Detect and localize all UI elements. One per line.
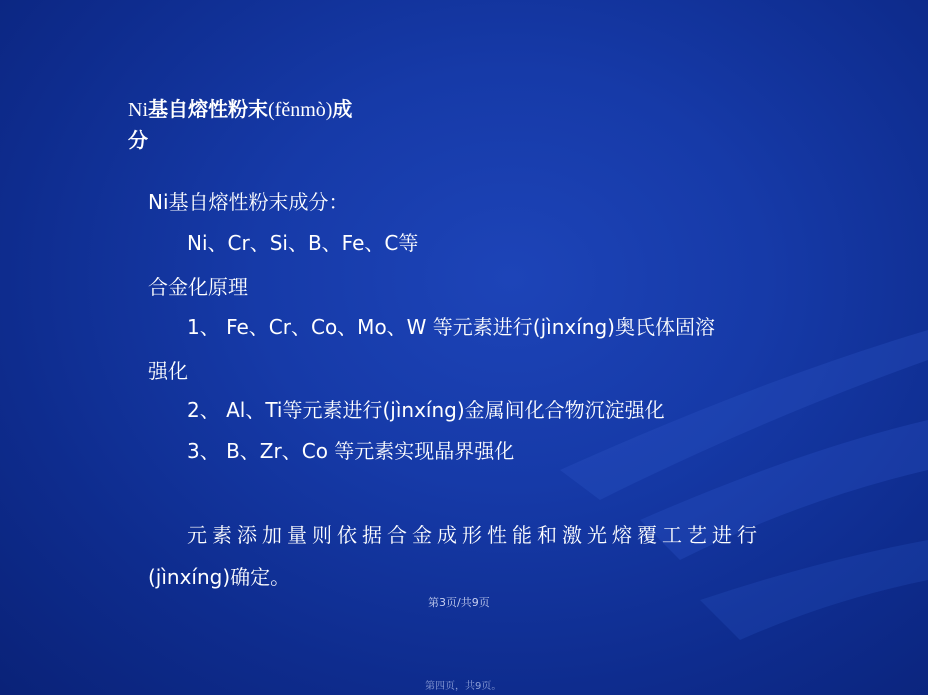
- composition-heading: Ni基自熔性粉末成分：: [148, 190, 349, 214]
- title-main: 基自熔性粉末: [148, 97, 268, 121]
- title-prefix: Ni: [128, 99, 148, 121]
- page-footer-note: 第四页，共9页。: [425, 681, 502, 692]
- element-amount-note: 元素添加量则依据合金成形性能和激光熔覆工艺进行: [187, 523, 762, 547]
- slide-title: [128, 94, 408, 155]
- principle-item-2: 2、 Al、Ti等元素进行(jìnxíng)金属间化合物沉淀强化: [187, 398, 665, 422]
- composition-elements: Ni、Cr、Si、B、Fe、C等: [187, 231, 419, 255]
- principle-item-1-continued: 强化: [148, 359, 188, 383]
- alloying-principle-heading: 合金化原理: [148, 275, 248, 299]
- title-pinyin: (fěnmò): [268, 99, 333, 121]
- principle-item-3: 3、 B、Zr、Co 等元素实现晶界强化: [187, 439, 515, 463]
- title-suffix: 成: [332, 97, 353, 121]
- title-line2: 分: [128, 128, 148, 152]
- principle-item-1: 1、 Fe、Cr、Co、Mo、W 等元素进行(jìnxíng)奥氏体固溶: [187, 315, 715, 339]
- element-amount-note-continued: (jìnxíng)确定。: [148, 565, 291, 589]
- page-number: 第3页/共9页: [428, 596, 490, 609]
